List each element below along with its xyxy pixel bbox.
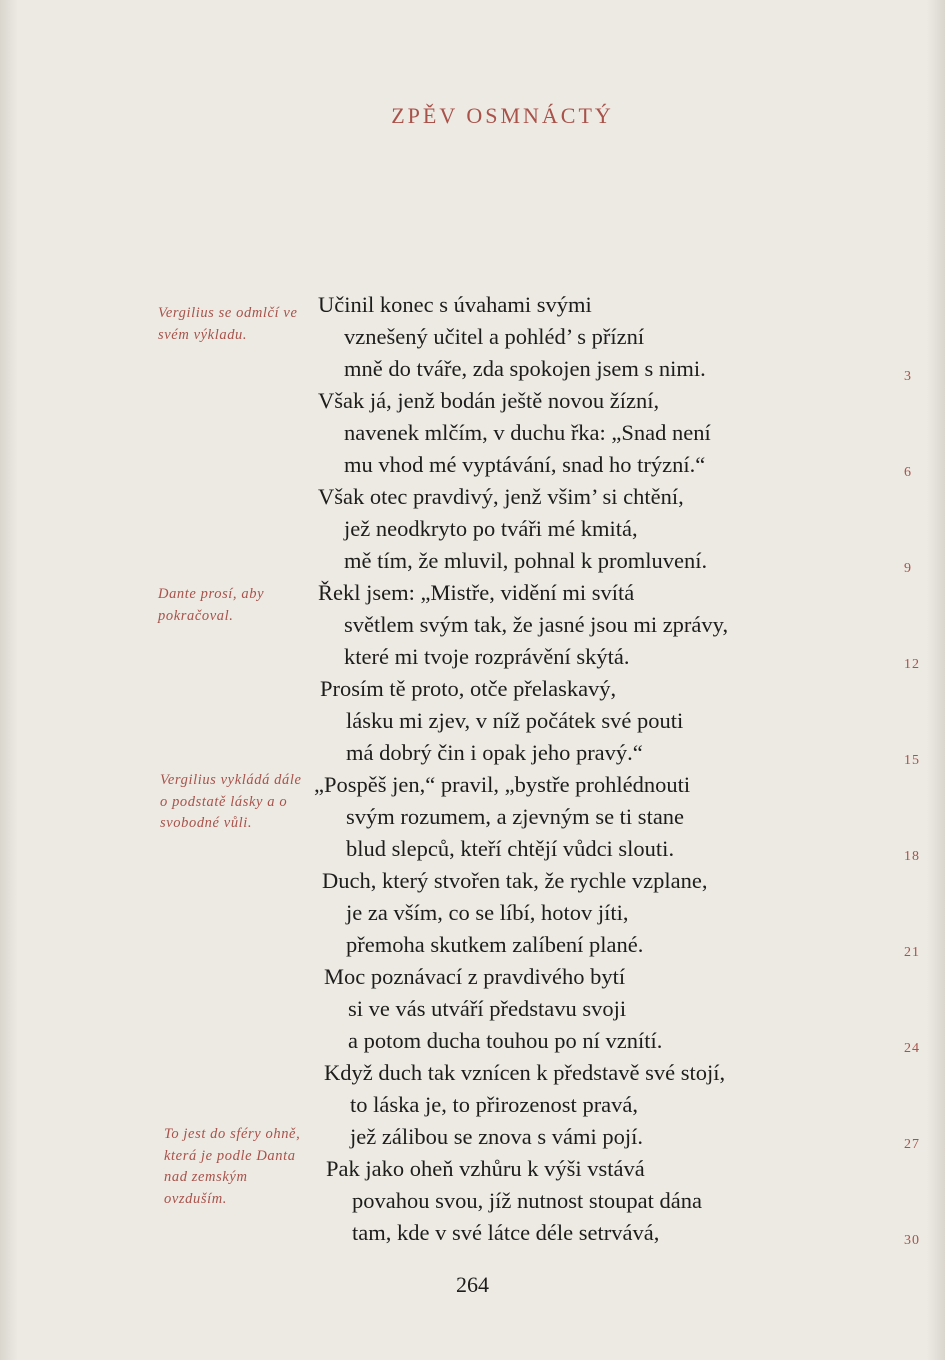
verse-line	[0, 705, 945, 737]
verse-line	[0, 609, 945, 641]
verse-line	[0, 385, 945, 417]
verse-text: „Pospěš jen,“ pravil, „bystře prohlédnouti	[314, 772, 691, 797]
verse-text: mně do tváře, zda spokojen jsem s nimi.	[344, 356, 706, 381]
verse-line	[0, 929, 945, 961]
verse-line	[0, 289, 945, 321]
line-number: 9	[904, 561, 912, 576]
verse-text: tam, kde v své látce déle setrvává,	[352, 1220, 660, 1245]
verse-text: Moc poznávací z pravdivého bytí	[324, 964, 626, 989]
verse-line	[0, 1121, 945, 1153]
verse-text: Řekl jsem: „Mistře, vidění mi svítá	[318, 580, 635, 605]
chapter-heading	[0, 103, 945, 129]
verse-line	[0, 769, 945, 801]
verse-text: které mi tvoje rozprávění skýtá.	[344, 644, 630, 669]
verse-text: Prosím tě proto, otče přelaskavý,	[320, 676, 617, 701]
verse-line	[0, 1153, 945, 1185]
verse-line	[0, 1217, 945, 1249]
verse-text: Duch, který stvořen tak, že rychle vzplane,	[322, 868, 708, 893]
verse-text: mě tím, že mluvil, pohnal k promluvení.	[344, 548, 708, 573]
verse-text: povahou svou, jíž nutnost stoupat dána	[352, 1188, 702, 1213]
verse-line	[0, 993, 945, 1025]
verse-text: to láska je, to přirozenost pravá,	[350, 1092, 639, 1117]
line-number: 12	[904, 657, 920, 672]
verse-line	[0, 545, 945, 577]
verse-text: je za vším, co se líbí, hotov jíti,	[346, 900, 629, 925]
verse-text: navenek mlčím, v duchu řka: „Snad není	[344, 420, 711, 445]
line-number: 6	[904, 465, 912, 480]
verse-text: svým rozumem, a zjevným se ti stane	[346, 804, 685, 829]
line-number: 21	[904, 945, 920, 960]
verse-text: Pak jako oheň vzhůru k výši vstává	[326, 1156, 645, 1181]
line-number: 18	[904, 849, 920, 864]
verse-text: si ve vás utváří představu svoji	[348, 996, 627, 1021]
verse-text: lásku mi zjev, v níž počátek své pouti	[346, 708, 684, 733]
verse-text: a potom ducha touhou po ní vznítí.	[348, 1028, 663, 1053]
verse-text: světlem svým tak, že jasné jsou mi zprávy,	[344, 612, 729, 637]
margin-gloss: Dante prosí, aby pokračoval.	[158, 586, 265, 624]
verse-line	[0, 1185, 945, 1217]
verse-text: mu vhod mé vyptávání, snad ho trýzní.“	[344, 452, 706, 477]
verse-text: Však já, jenž bodán ještě novou žízní,	[318, 388, 660, 413]
verse-line	[0, 449, 945, 481]
verse-text: Však otec pravdivý, jenž všim’ si chtění,	[318, 484, 684, 509]
verse-line	[0, 321, 945, 353]
page-number: 264	[456, 1272, 489, 1297]
verse-line	[0, 1025, 945, 1057]
margin-gloss: To jest do sféry ohně, která je podle Danta nad zemským ovzduším.	[164, 1126, 301, 1207]
verse-line	[0, 961, 945, 993]
line-number: 24	[904, 1041, 920, 1056]
chapter-title: ZPĚV OSMNÁCTÝ	[391, 103, 614, 128]
verse-line	[0, 417, 945, 449]
line-number: 30	[904, 1233, 920, 1248]
verse-text: přemoha skutkem zalíbení plané.	[346, 932, 644, 957]
verse-line	[0, 641, 945, 673]
line-number: 27	[904, 1137, 920, 1152]
verse-text: Učinil konec s úvahami svými	[318, 292, 592, 317]
verse-text: jež zálibou se znova s vámi pojí.	[350, 1124, 644, 1149]
verse-text: má dobrý čin i opak jeho pravý.“	[346, 740, 643, 765]
verse-line	[0, 801, 945, 833]
verse-line	[0, 481, 945, 513]
verse-text: vznešený učitel a pohléd’ s přízní	[344, 324, 645, 349]
verse-line	[0, 673, 945, 705]
verse-line	[0, 737, 945, 769]
verse-line	[0, 833, 945, 865]
verse-line	[0, 353, 945, 385]
verse-line	[0, 577, 945, 609]
verse-text: blud slepců, kteří chtějí vůdci slouti.	[346, 836, 675, 861]
margin-gloss: Vergilius se odmlčí ve svém výkladu.	[158, 305, 298, 343]
verse-line	[0, 1089, 945, 1121]
verse-text: jež neodkryto po tváři mé kmitá,	[344, 516, 638, 541]
verse-text: Když duch tak vznícen k představě své stojí,	[324, 1060, 726, 1085]
margin-gloss: Vergilius vykládá dále o podstatě lásky a o svobodné vůli.	[160, 772, 302, 831]
verse-line	[0, 897, 945, 929]
verse-line	[0, 513, 945, 545]
verse-line	[0, 865, 945, 897]
line-number: 3	[904, 369, 912, 384]
verse-line	[0, 1057, 945, 1089]
line-number: 15	[904, 753, 920, 768]
